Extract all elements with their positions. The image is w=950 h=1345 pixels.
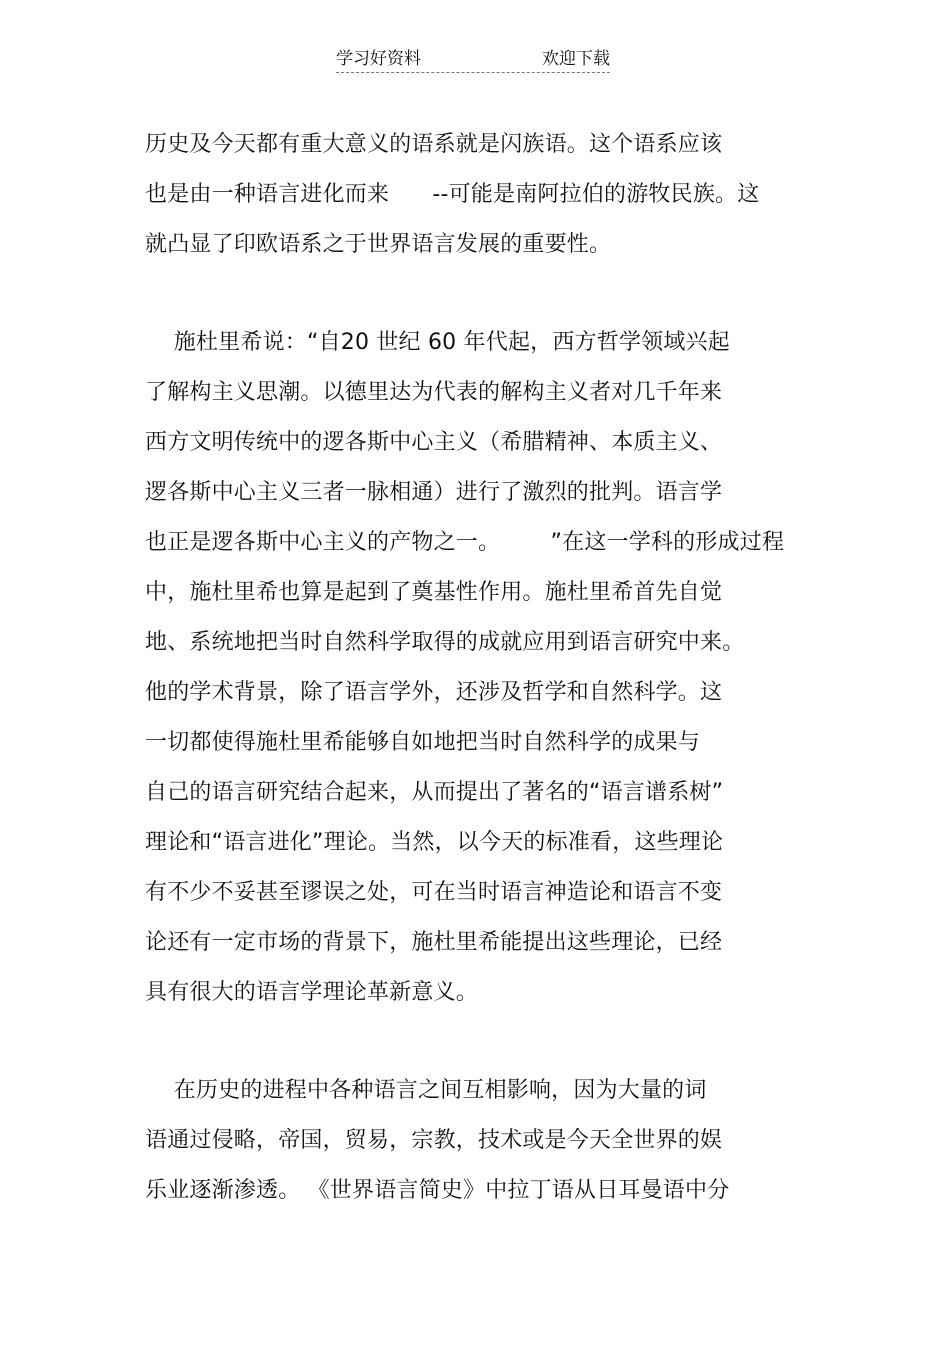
paragraph-1-line-3: 就凸显了印欧语系之于世界语言发展的重要性。 xyxy=(145,232,612,257)
paragraph-3-line-2: 语通过侵略，帝国，贸易，宗教，技术或是今天全世界的娱 xyxy=(145,1128,723,1153)
paragraph-2-line-12: 有不少不妥甚至谬误之处，可在当时语言神造论和语言不变 xyxy=(145,880,723,905)
paragraph-2-line-9: 一切都使得施杜里希能够自如地把当时自然科学的成果与 xyxy=(145,730,701,755)
paragraph-2-line-3: 西方文明传统中的逻各斯中心主义（希腊精神、本质主义、 xyxy=(145,430,723,455)
paragraph-2-line-2: 了解构主义思潮。以德里达为代表的解构主义者对几千年来 xyxy=(145,380,723,405)
paragraph-2-line-4: 逻各斯中心主义三者一脉相通）进行了激烈的批判。语言学 xyxy=(145,480,723,505)
paragraph-2-line-13: 论还有一定市场的背景下，施杜里希能提出这些理论，已经 xyxy=(145,930,723,955)
header-right-text: 欢迎下载 xyxy=(542,49,610,69)
paragraph-2-line-8: 他的学术背景，除了语言学外，还涉及哲学和自然科学。这 xyxy=(145,680,723,705)
paragraph-2-line-10: 自己的语言研究结合起来，从而提出了著名的“语言谱系树” xyxy=(145,780,724,805)
paragraph-2-line-6: 中，施杜里希也算是起到了奠基性作用。施杜里希首先自觉 xyxy=(145,580,723,605)
paragraph-3-line-1: 在历史的进程中各种语言之间互相影响，因为大量的词 xyxy=(145,1078,707,1103)
paragraph-2-line-11: 理论和“语言进化”理论。当然，以今天的标准看，这些理论 xyxy=(145,830,724,855)
paragraph-1-line-1: 历史及今天都有重大意义的语系就是闪族语。这个语系应该 xyxy=(145,132,723,157)
paragraph-2-line-1: 施杜里希说：“自20 世纪 60 年代起，西方哲学领域兴起 xyxy=(145,330,730,355)
paragraph-2-line-14: 具有很大的语言学理论革新意义。 xyxy=(145,980,479,1005)
header-left-text: 学习好资料 xyxy=(336,49,421,69)
paragraph-3-line-3: 乐业逐渐渗透。 《世界语言简史》中拉丁语从日耳曼语中分 xyxy=(145,1178,730,1203)
paragraph-2-line-7: 地、系统地把当时自然科学取得的成就应用到语言研究中来。 xyxy=(145,630,745,655)
paragraph-2-line-5: 也正是逻各斯中心主义的产物之一。 ”在这一学科的形成过程 xyxy=(145,530,785,555)
page-header xyxy=(336,46,610,73)
paragraph-1-line-2: 也是由一种语言进化而来 --可能是南阿拉伯的游牧民族。这 xyxy=(145,182,760,207)
